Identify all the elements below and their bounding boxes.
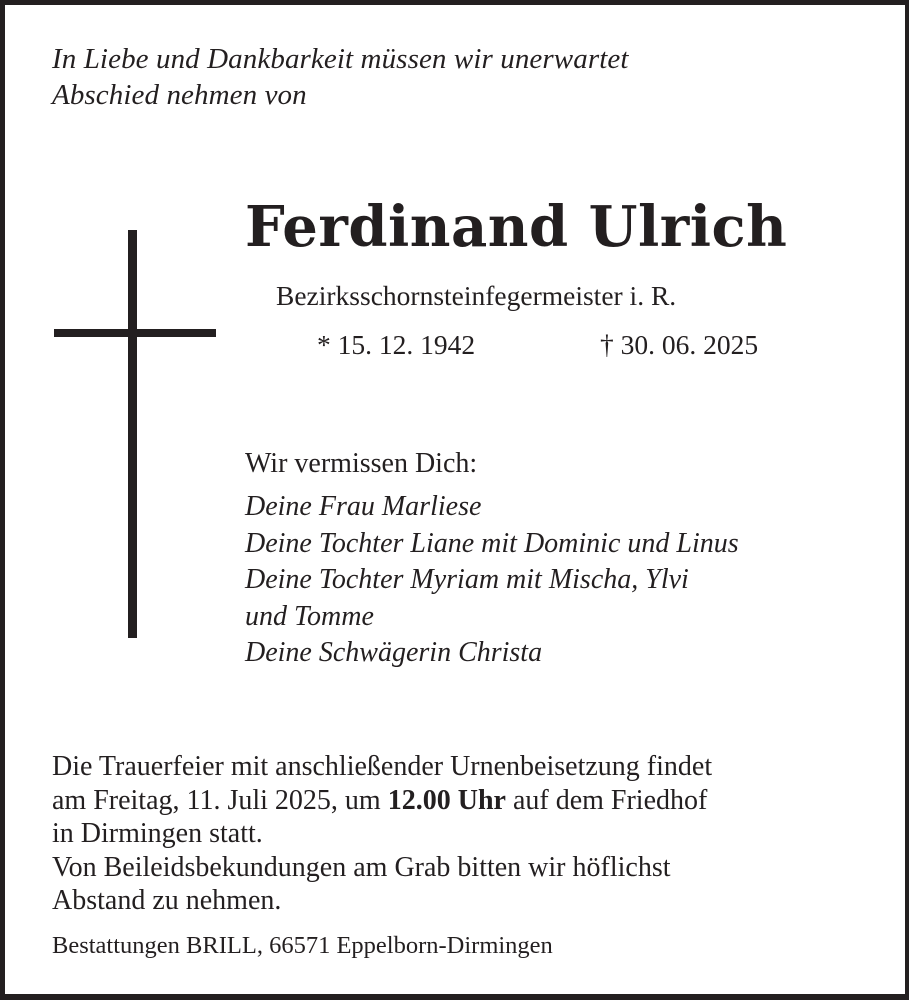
- ceremony-line: [52, 784, 712, 818]
- cross-vertical-bar: [128, 230, 137, 638]
- cross-horizontal-bar: [54, 329, 216, 337]
- deceased-name: Ferdinand Ulrich: [245, 194, 788, 260]
- intro-line: Abschied nehmen von: [52, 79, 307, 111]
- mourner-line: Deine Schwägerin Christa: [245, 637, 543, 668]
- ceremony-time: 12.00 Uhr: [387, 784, 506, 816]
- ceremony-place-text: auf dem Friedhof: [505, 784, 708, 816]
- ceremony-line: Von Beileidsbekundungen am Grab bitten wir höflichst: [52, 851, 671, 883]
- death-date: † 30. 06. 2025: [600, 329, 759, 360]
- ceremony-line: Die Trauerfeier mit anschließender Urnenbeisetzung findet: [52, 751, 713, 782]
- birth-date: * 15. 12. 1942: [317, 329, 476, 360]
- mourner-line: und Tomme: [245, 600, 374, 632]
- ceremony-date-text: am Freitag, 11. Juli 2025, um: [52, 784, 388, 816]
- mourners-heading: Wir vermissen Dich:: [245, 448, 478, 479]
- undertaker-info: Bestattungen BRILL, 66571 Eppelborn-Dirmingen: [52, 932, 553, 959]
- intro-line: In Liebe und Dankbarkeit müssen wir unerwartet: [52, 43, 629, 75]
- ceremony-line: Abstand zu nehmen.: [52, 885, 282, 916]
- mourners-list: [245, 489, 739, 672]
- intro-text: [52, 41, 629, 113]
- deceased-title: Bezirksschornsteinfegermeister i. R.: [276, 280, 677, 311]
- mourner-line: Deine Frau Marliese: [245, 491, 482, 522]
- ceremony-line: in Dirmingen statt.: [52, 818, 263, 849]
- mourner-line: Deine Tochter Myriam mit Mischa, Ylvi: [245, 564, 689, 595]
- mourner-line: Deine Tochter Liane mit Dominic und Linus: [245, 527, 739, 559]
- ceremony-info: [52, 750, 712, 918]
